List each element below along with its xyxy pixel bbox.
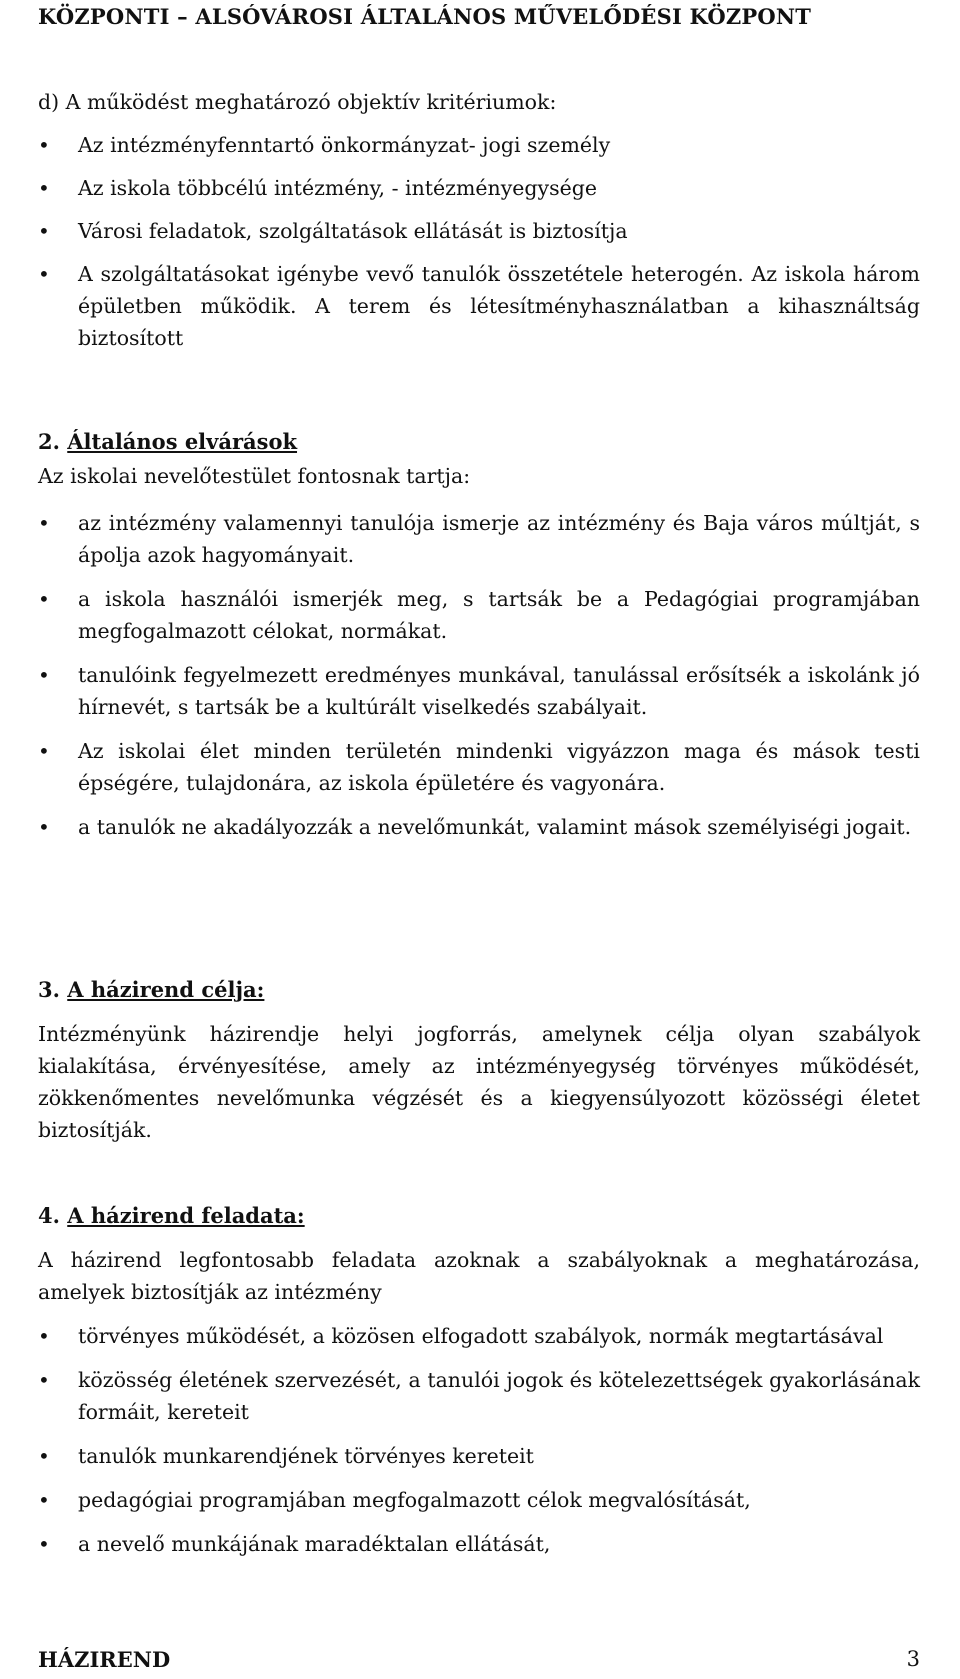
section-2-title: Általános elvárások [67, 429, 298, 454]
list-item: • tanulóink fegyelmezett eredményes munkával, tanulással erősítsék a iskolánk jó hírnevét, s tartsák be a kultúrált viselkedés szabályait. [38, 659, 920, 723]
list-item: • pedagógiai programjában megfogalmazott célok megvalósítását, [38, 1484, 920, 1516]
bullet-icon: • [38, 133, 50, 157]
section-3-number: 3. [38, 977, 60, 1002]
list-item: • Az iskola többcélú intézmény, - intézményegysége [38, 172, 920, 204]
section-3-heading [38, 974, 920, 1006]
bullet-icon: • [38, 1368, 50, 1392]
bullet-icon: • [38, 739, 50, 763]
bullet-icon: • [38, 663, 50, 687]
list-item: • a tanulók ne akadályozzák a nevelőmunkát, valamint mások személyiségi jogait. [38, 811, 920, 843]
list-item: • közösség életének szervezését, a tanulói jogok és kötelezettségek gyakorlásának formáit, kereteit [38, 1364, 920, 1428]
section-2-number: 2. [38, 429, 60, 454]
bullet-icon: • [38, 815, 50, 839]
page-header: KÖZPONTI – ALSÓVÁROSI ÁLTALÁNOS MŰVELŐDÉSI KÖZPONT [38, 4, 812, 29]
list-item: • A szolgáltatásokat igénybe vevő tanulók összetétele heterogén. Az iskola három épületben működik. A terem és létesítményhasználatban a kihasználtság biztosított [38, 258, 920, 354]
section-d [38, 86, 920, 354]
section-4-number: 4. [38, 1203, 60, 1228]
section-2-list [38, 507, 920, 843]
section-2-heading [38, 426, 920, 458]
list-item: • a iskola használói ismerjék meg, s tartsák be a Pedagógiai programjában megfogalmazott célokat, normákat. [38, 583, 920, 647]
list-item: • a nevelő munkájának maradéktalan ellátását, [38, 1528, 920, 1560]
section-d-list [38, 129, 920, 354]
section-3 [38, 974, 920, 1146]
bullet-icon: • [38, 1488, 50, 1512]
section-4 [38, 1200, 920, 1560]
section-3-title: A házirend célja: [67, 977, 265, 1002]
list-item: • az intézmény valamennyi tanulója ismerje az intézmény és Baja város múltját, s ápolja azok hagyományait. [38, 507, 920, 571]
bullet-icon: • [38, 587, 50, 611]
section-2-intro: Az iskolai nevelőtestület fontosnak tartja: [38, 464, 471, 488]
bullet-icon: • [38, 1532, 50, 1556]
section-4-paragraph: A házirend legfontosabb feladata azoknak a szabályoknak a meghatározása, amelyek biztosítják az intézmény [38, 1248, 920, 1304]
list-item: • Az intézményfenntartó önkormányzat- jogi személy [38, 129, 920, 161]
page-footer-title: HÁZIREND [38, 1647, 171, 1672]
bullet-icon: • [38, 511, 50, 535]
section-2 [38, 426, 920, 843]
section-4-heading [38, 1200, 920, 1232]
list-item: • Az iskolai élet minden területén mindenki vigyázzon maga és mások testi épségére, tulajdonára, az iskola épületére és vagyonára. [38, 735, 920, 799]
bullet-icon: • [38, 219, 50, 243]
list-item: • törvényes működését, a közösen elfogadott szabályok, normák megtartásával [38, 1320, 920, 1352]
bullet-icon: • [38, 1324, 50, 1348]
bullet-icon: • [38, 1444, 50, 1468]
list-item: • tanulók munkarendjének törvényes kereteit [38, 1440, 920, 1472]
section-d-intro: d) A működést meghatározó objektív kritériumok: [38, 90, 557, 114]
section-3-paragraph: Intézményünk házirendje helyi jogforrás, amelynek célja olyan szabályok kialakítása, érvényesítése, amely az intézményegység törvényes működését, zökkenőmentes nevelőmunka végzését és a kiegyensúlyozott közösségi életet biztosítják. [38, 1022, 920, 1142]
bullet-icon: • [38, 176, 50, 200]
page-number: 3 [906, 1647, 920, 1671]
bullet-icon: • [38, 262, 50, 286]
section-4-title: A házirend feladata: [67, 1203, 305, 1228]
list-item: • Városi feladatok, szolgáltatások ellátását is biztosítja [38, 215, 920, 247]
section-4-list [38, 1320, 920, 1560]
